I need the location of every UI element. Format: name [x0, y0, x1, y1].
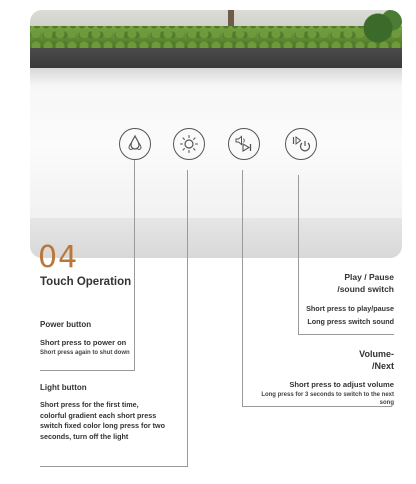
speaker-next-icon: [234, 134, 254, 154]
light-line-1: Short press for the first time,: [40, 400, 139, 409]
volume-title-2: /Next: [371, 361, 394, 371]
sun-light-icon: [179, 134, 199, 154]
water-drops-icon: [125, 134, 145, 154]
rim-shadow: [30, 68, 402, 86]
moss-layer: [30, 26, 402, 48]
light-line-3: switch fixed color long press for two: [40, 421, 165, 430]
play-pause-touch-button[interactable]: [285, 128, 317, 160]
light-button-title: Light button: [40, 383, 87, 392]
light-leader-vertical: [187, 170, 188, 466]
play-line-1: Short press to play/pause: [306, 304, 394, 313]
volume-line-3: song: [379, 400, 394, 406]
section-number: 04: [38, 240, 79, 275]
play-leader-horizontal: [298, 334, 394, 335]
play-title-1: Play / Pause: [344, 272, 394, 282]
product-photo: [30, 10, 402, 258]
play-pause-power-icon: [291, 134, 311, 154]
volume-next-touch-button[interactable]: [228, 128, 260, 160]
bonsai-foliage: [358, 10, 402, 50]
play-leader-vertical: [298, 175, 299, 334]
power-line-2: Short press again to shut down: [40, 350, 130, 356]
play-title-2: /sound switch: [337, 284, 394, 294]
power-line-1: Short press to power on: [40, 338, 127, 347]
light-line-4: seconds, turn off the light: [40, 431, 129, 441]
power-touch-button[interactable]: [119, 128, 151, 160]
power-leader-horizontal: [40, 370, 135, 371]
light-touch-button[interactable]: [173, 128, 205, 160]
volume-title-1: Volume-: [359, 349, 394, 359]
play-line-2: Long press switch sound: [307, 317, 394, 326]
power-leader-vertical: [134, 160, 135, 370]
volume-leader-horizontal: [242, 406, 392, 407]
planter-rim: [30, 48, 402, 68]
section-title: Touch Operation: [40, 276, 132, 288]
volume-leader-vertical: [242, 170, 243, 406]
base-reflection: [30, 218, 402, 258]
light-leader-horizontal: [40, 466, 188, 467]
volume-line-1: Short press to adjust volume: [289, 380, 394, 389]
volume-line-2: Long press for 3 seconds to switch to the next: [261, 392, 394, 398]
power-button-title: Power button: [40, 320, 92, 329]
light-line-2: colorful gradient each short press: [40, 410, 157, 420]
